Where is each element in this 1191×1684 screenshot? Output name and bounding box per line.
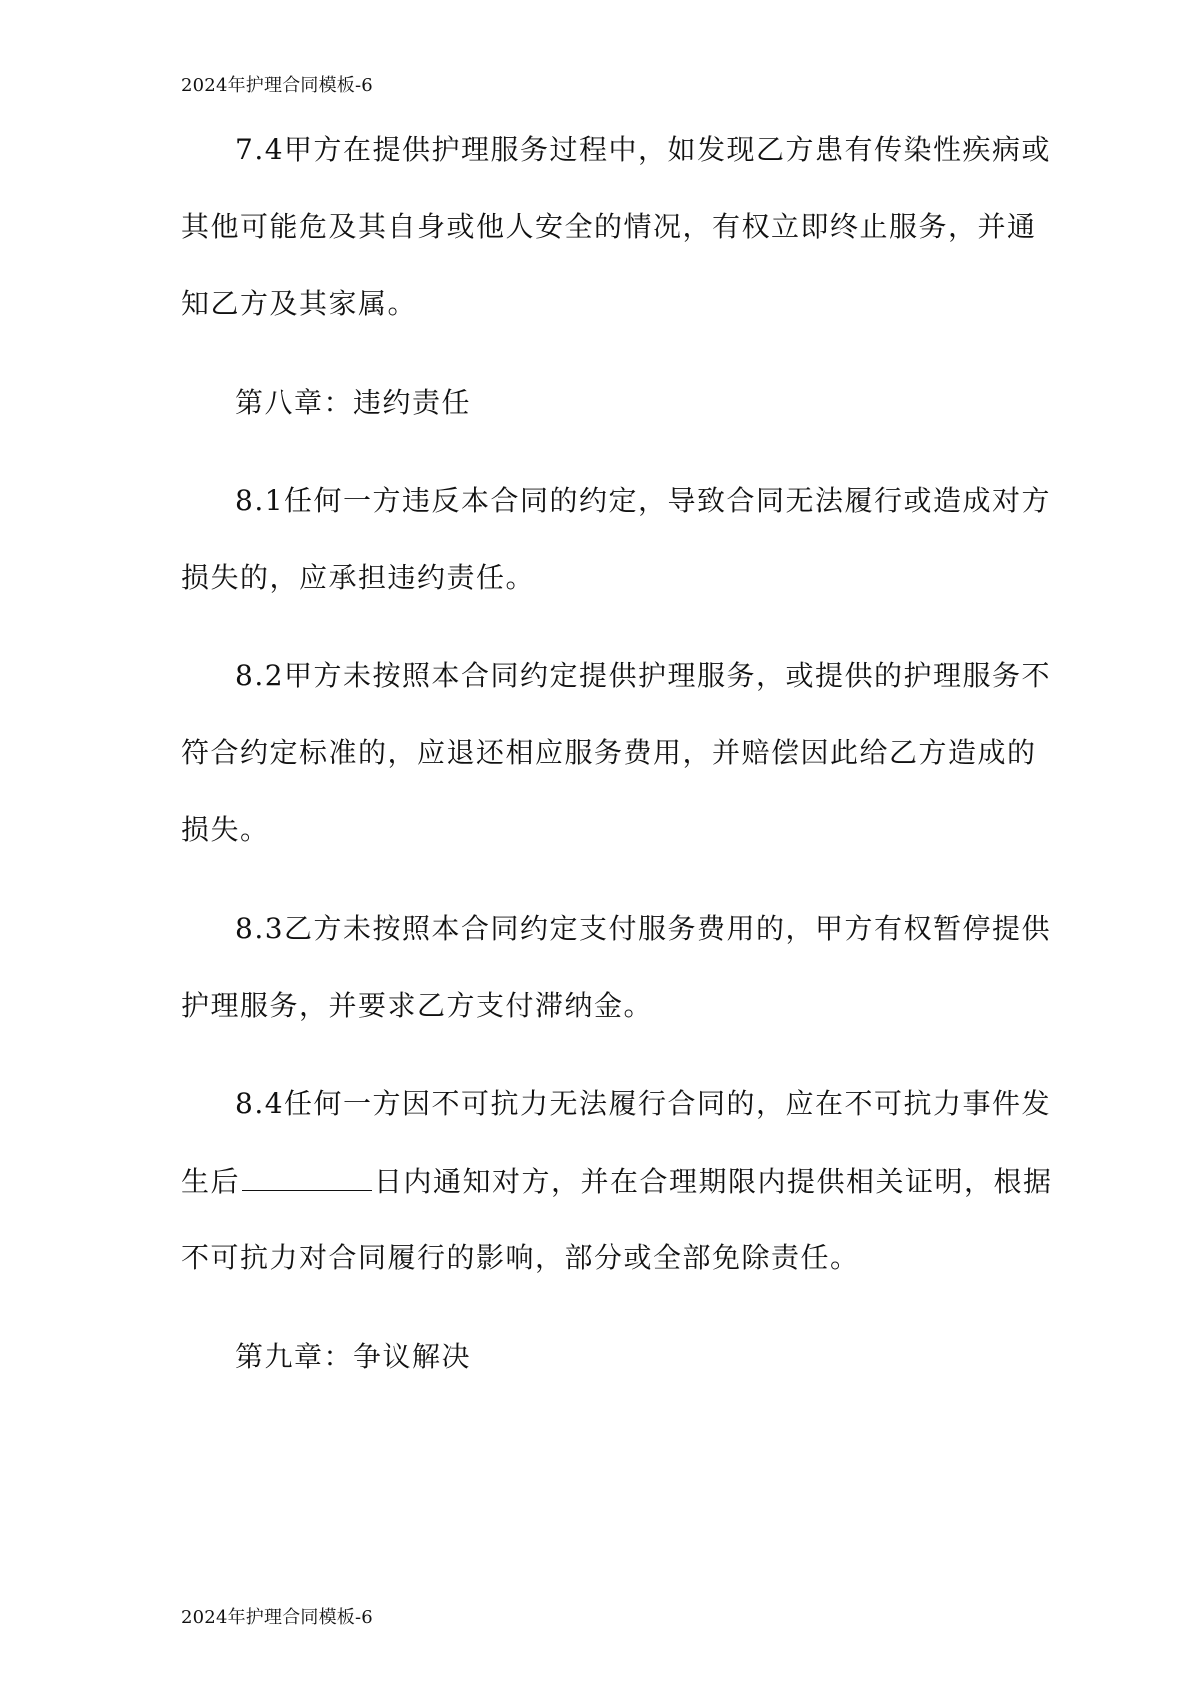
clause-8-4-line-1: 8.4任何一方因不可抗力无法履行合同的，应在不可抗力事件发 (235, 1087, 1052, 1120)
clause-8-3-line-1: 8.3乙方未按照本合同约定支付服务费用的，甲方有权暂停提供 (235, 912, 1052, 945)
clause-8-3-line-2: 护理服务，并要求乙方支付滞纳金。 (181, 989, 654, 1022)
clause-7-4-line-1: 7.4甲方在提供护理服务过程中，如发现乙方患有传染性疾病或 (235, 133, 1052, 166)
clause-8-2-line-3: 损失。 (181, 813, 270, 846)
page-header: 2024年护理合同模板-6 (181, 75, 373, 96)
page-footer: 2024年护理合同模板-6 (181, 1607, 373, 1628)
clause-7-4-line-3: 知乙方及其家属。 (181, 287, 418, 320)
clause-8-4-line-2 (181, 1164, 1053, 1199)
clause-8-2-line-1: 8.2甲方未按照本合同约定提供护理服务，或提供的护理服务不 (235, 659, 1052, 692)
clause-8-4-line-3: 不可抗力对合同履行的影响，部分或全部免除责任。 (181, 1241, 860, 1274)
clause-8-4-line-2-after: 日内通知对方，并在合理期限内提供相关证明，根据 (374, 1165, 1053, 1198)
clause-7-4-line-2: 其他可能危及其自身或他人安全的情况，有权立即终止服务，并通 (181, 210, 1037, 243)
clause-8-2-line-2: 符合约定标准的，应退还相应服务费用，并赔偿因此给乙方造成的 (181, 736, 1037, 769)
chapter-9-heading: 第九章：争议解决 (235, 1340, 472, 1373)
clause-8-1-line-2: 损失的，应承担违约责任。 (181, 561, 536, 594)
fill-in-blank[interactable] (242, 1164, 372, 1191)
chapter-8-heading: 第八章：违约责任 (235, 386, 472, 419)
clause-8-1-line-1: 8.1任何一方违反本合同的约定，导致合同无法履行或造成对方 (235, 484, 1052, 517)
clause-8-4-line-2-before: 生后 (181, 1165, 241, 1198)
